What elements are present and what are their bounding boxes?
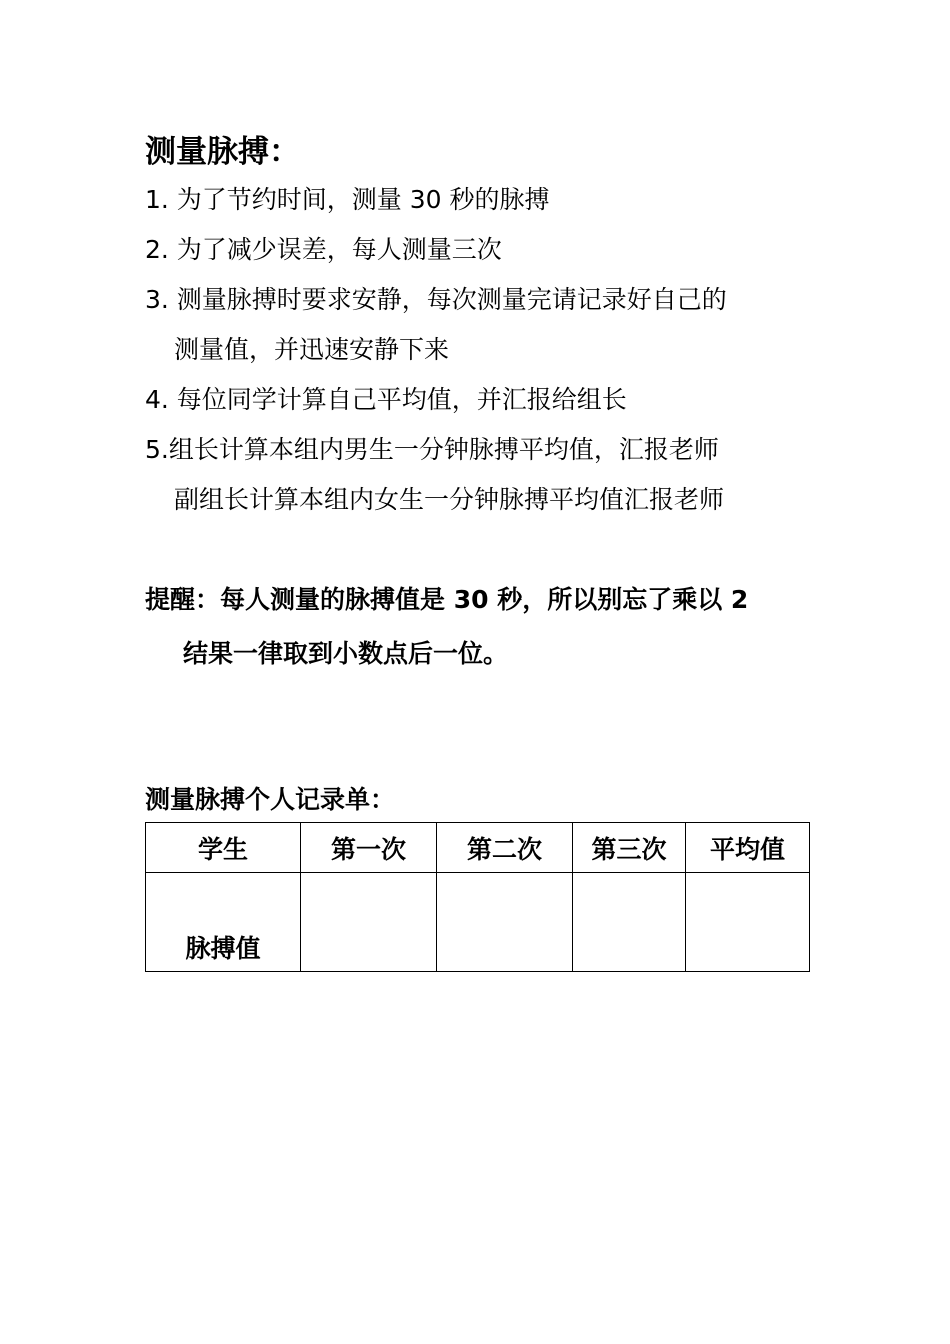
header-student: 学生 <box>146 823 301 873</box>
step-item-2 <box>145 225 825 275</box>
step-continuation: 测量值，并迅速安静下来 <box>174 335 450 364</box>
header-second: 第二次 <box>437 823 573 873</box>
record-title: 测量脉搏个人记录单： <box>145 785 396 814</box>
table-row <box>146 873 810 972</box>
cell-first-value <box>301 967 436 971</box>
header-average: 平均值 <box>686 823 810 873</box>
step-list <box>145 175 825 525</box>
cell-second[interactable] <box>437 873 573 972</box>
cell-average-value <box>686 967 809 971</box>
row-label: 脉搏值 <box>185 934 261 963</box>
step-item-4 <box>145 375 825 425</box>
header-first: 第一次 <box>301 823 437 873</box>
cell-third[interactable] <box>573 873 686 972</box>
cell-third-value <box>573 967 685 971</box>
cell-average[interactable] <box>686 873 810 972</box>
reminder-note <box>145 575 825 679</box>
step-text: 5.组长计算本组内男生一分钟脉搏平均值，汇报老师 <box>145 435 719 464</box>
step-item-1 <box>145 175 825 225</box>
record-table <box>145 822 810 972</box>
step-continuation: 副组长计算本组内女生一分钟脉搏平均值汇报老师 <box>174 485 725 514</box>
table-header-row <box>146 823 810 873</box>
row-label-cell <box>146 873 301 972</box>
step-item-3 <box>145 275 825 375</box>
step-text: 4. 每位同学计算自己平均值，并汇报给组长 <box>145 385 627 414</box>
cell-second-value <box>437 967 572 971</box>
step-text: 1. 为了节约时间，测量 30 秒的脉搏 <box>145 185 550 214</box>
cell-first[interactable] <box>301 873 437 972</box>
step-text: 2. 为了减少误差，每人测量三次 <box>145 235 502 264</box>
header-third: 第三次 <box>573 823 686 873</box>
step-item-5 <box>145 425 825 525</box>
reminder-line-2: 结果一律取到小数点后一位。 <box>183 639 509 668</box>
reminder-line-1: 提醒：每人测量的脉搏值是 30 秒，所以别忘了乘以 2 <box>145 585 749 614</box>
page-title: 测量脉搏： <box>145 134 300 170</box>
step-text: 3. 测量脉搏时要求安静，每次测量完请记录好自己的 <box>145 285 727 314</box>
